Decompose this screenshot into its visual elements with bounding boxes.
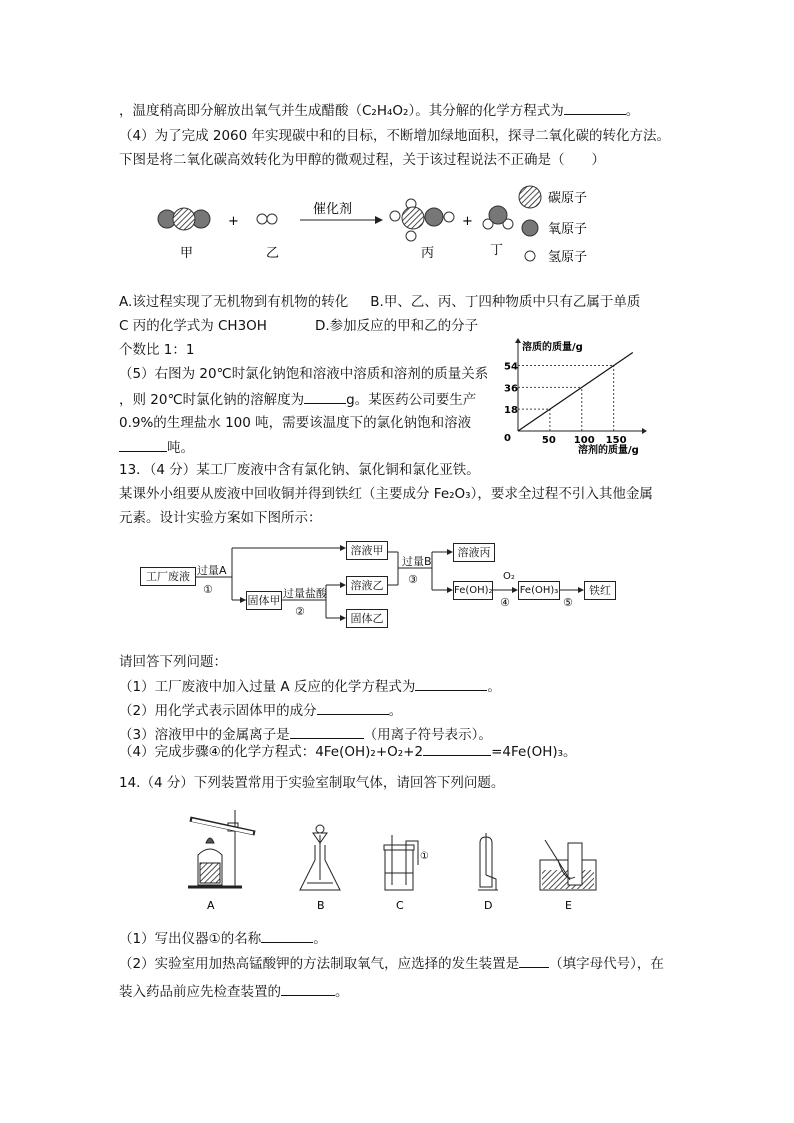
- y-tick-label: 36: [504, 383, 518, 395]
- flow-step-2: ②: [295, 605, 305, 618]
- apparatus-label-b: B: [317, 899, 325, 912]
- apparatus-figure: [180, 805, 600, 915]
- apparatus-b: [300, 825, 340, 890]
- apparatus-marker: ①: [420, 851, 429, 862]
- flow-feoh3: Fe(OH)₃: [518, 581, 560, 600]
- q13-line-c: 元素。设计实验方案如下图所示：: [119, 510, 322, 526]
- flow-solution-yi: 溶液乙: [346, 576, 388, 595]
- answer-blank: [317, 700, 389, 715]
- apparatus-label-d: D: [484, 899, 493, 912]
- sub-q3: （3）溶液甲中的金属离子是 （用离子符号表示）。: [119, 724, 492, 745]
- apparatus-e: [540, 840, 596, 890]
- q14-line: 14.（4 分）下列装置常用于实验室制取气体，请回答下列问题。: [119, 775, 505, 791]
- x-tick-label: 150: [605, 435, 627, 446]
- label-bing: 丙: [421, 246, 435, 261]
- svg-text:氧原子: 氧原子: [548, 222, 588, 237]
- answer-blank: [304, 389, 346, 404]
- option-d-cont: 个数比 1：1: [119, 342, 195, 358]
- flow-solid-yi: 固体乙: [346, 609, 388, 628]
- x-axis-title: 溶剂的质量/g: [578, 445, 639, 456]
- text-line-3: 下图是将二氧化碳高效转化为甲醇的微观过程，关于该过程说法不正确是（ ）: [119, 152, 605, 168]
- flow-waste: 工厂废液: [140, 567, 196, 586]
- flow-iron-red: 铁红: [584, 581, 616, 600]
- origin-label: 0: [504, 433, 511, 444]
- q5-line-b: ，则 20℃时氯化钠的溶解度为 g。某医药公司要生产: [119, 389, 476, 410]
- h2o-molecule: [483, 206, 513, 229]
- ask-line: 请回答下列问题：: [119, 654, 227, 670]
- apparatus-c: [384, 835, 418, 890]
- apparatus-label-e: E: [565, 899, 572, 912]
- x-tick-label: 100: [573, 435, 595, 446]
- option-cd: C 丙的化学式为 CH3OH D.参加反应的甲和乙的分子: [119, 318, 479, 334]
- y-tick-label: 18: [504, 405, 518, 417]
- answer-blank: [290, 724, 364, 739]
- h2-molecule: [257, 214, 277, 224]
- option-ab: A.该过程实现了无机物到有机物的转化 B.甲、乙、丙、丁四种物质中只有乙属于单质: [119, 294, 641, 310]
- legend: [519, 186, 587, 265]
- plus-sign: +: [462, 214, 473, 229]
- apparatus-d: [478, 833, 498, 890]
- text-line-1: ，温度稍高即分解放出氧气并生成醋酸（C₂H₄O₂）。其分解的化学方程式为 。: [119, 100, 639, 121]
- answer-blank: [119, 437, 167, 452]
- y-axis-title: 溶质的质量/g: [522, 342, 583, 353]
- label-yi: 乙: [266, 246, 280, 261]
- answer-blank: [564, 100, 626, 115]
- text-line-2: （4）为了完成 2060 年实现碳中和的目标，不断增加绿地面积，探寻二氧化碳的转化方法。: [119, 128, 671, 144]
- x-tick-label: 50: [541, 435, 556, 446]
- answer-blank: [281, 981, 335, 996]
- label-ding: 丁: [490, 243, 504, 258]
- sub-q14-3: 装入药品前应先检查装置的 。: [119, 981, 349, 1002]
- y-axis-arrow: [515, 338, 521, 343]
- sub-q2: （2）用化学式表示固体甲的成分 。: [119, 700, 402, 721]
- flow-feoh2: Fe(OH)₂: [453, 581, 493, 600]
- molecule-reaction-diagram: [150, 184, 620, 270]
- q13-line-b: 某课外小组要从废液中回收铜并得到铁红（主要成分 Fe₂O₃），要求全过程不引入其他金属: [119, 486, 653, 502]
- apparatus-a: [188, 810, 255, 887]
- flow-step-5: ⑤: [563, 596, 573, 609]
- q5-line-a: （5）右图为 20℃时氯化钠饱和溶液中溶质和溶剂的质量关系: [119, 366, 489, 382]
- apparatus-label-a: A: [207, 899, 215, 912]
- flow-excess-a: 过量A: [197, 564, 227, 577]
- plus-sign: +: [228, 214, 239, 229]
- label-jia: 甲: [180, 246, 194, 261]
- q5-line-d: 吨。: [119, 437, 194, 458]
- flow-solution-bing: 溶液丙: [453, 543, 495, 562]
- q13-line-a: 13．（4 分）某工厂废液中含有氯化钠、氯化铜和氯化亚铁。: [119, 462, 480, 478]
- sub-q4: （4）完成步骤④的化学方程式：4Fe(OH)₂+O₂+2 =4Fe(OH)₃。: [119, 741, 577, 762]
- svg-text:氢原子: 氢原子: [548, 250, 588, 265]
- co2-molecule: [158, 208, 210, 230]
- flow-step-3: ③: [408, 573, 418, 586]
- svg-text:碳原子: 碳原子: [548, 191, 588, 206]
- sub-q14-2: （2）实验室用加热高锰酸钾的方法制取氧气，应选择的发生装置是 （填字母代号），在: [119, 953, 664, 974]
- ch3oh-molecule: [390, 199, 454, 241]
- flow-solution-jia: 溶液甲: [346, 541, 388, 560]
- flow-step-4: ④: [500, 596, 510, 609]
- answer-blank: [519, 953, 549, 968]
- solubility-chart: [498, 336, 648, 462]
- answer-blank: [415, 676, 487, 691]
- answer-blank: [261, 928, 313, 943]
- flow-solid-jia: 固体甲: [246, 591, 282, 610]
- q5-line-c: 0.9%的生理盐水 100 吨，需要该温度下的氯化钠饱和溶液: [119, 415, 472, 431]
- catalyst-label: 催化剂: [313, 202, 353, 217]
- sub-q1: （1）工厂废液中加入过量 A 反应的化学方程式为 。: [119, 676, 501, 697]
- flow-excess-b: 过量B: [402, 555, 432, 568]
- apparatus-label-c: C: [396, 899, 404, 912]
- answer-blank: [423, 741, 491, 756]
- data-line: [518, 352, 633, 431]
- x-axis-arrow: [642, 428, 647, 434]
- y-tick-label: 54: [504, 361, 518, 373]
- flow-o2: O₂: [503, 571, 515, 582]
- flow-step-1: ①: [203, 583, 213, 596]
- sub-q14-1: （1）写出仪器①的名称 。: [119, 928, 327, 949]
- flow-excess-hcl: 过量盐酸: [283, 587, 327, 600]
